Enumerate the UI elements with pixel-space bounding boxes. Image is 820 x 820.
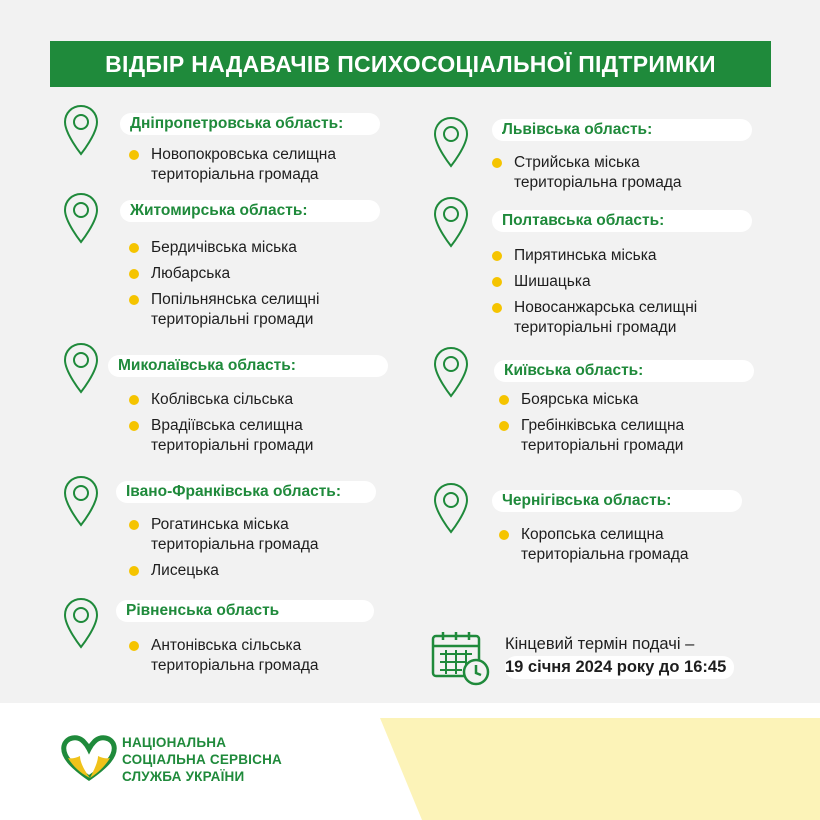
- location-pin-icon: [62, 342, 100, 394]
- community-item-text: територіальні громади: [514, 319, 677, 336]
- bullet-dot-icon: [129, 641, 139, 651]
- community-item-text: Коропська селищна: [521, 526, 664, 543]
- community-item-text: Бердичівська міська: [151, 239, 297, 256]
- bullet-dot-icon: [492, 158, 502, 168]
- location-pin-icon: [432, 346, 470, 398]
- community-item: [127, 238, 319, 258]
- community-item-text: територіальна громада: [151, 657, 319, 674]
- community-item: [127, 390, 313, 410]
- community-list: [127, 145, 336, 191]
- community-item: [490, 246, 697, 266]
- community-item: [490, 272, 697, 292]
- bullet-dot-icon: [129, 269, 139, 279]
- region-name: Івано-Франківська область:: [116, 481, 376, 503]
- community-item-text: Пирятинська міська: [514, 247, 657, 264]
- community-item: [127, 416, 313, 456]
- community-item-text: територіальна громада: [521, 546, 689, 563]
- location-pin-icon: [432, 116, 470, 168]
- region-name: Полтавська область:: [492, 210, 752, 232]
- community-list: [127, 238, 319, 336]
- bullet-dot-icon: [129, 295, 139, 305]
- org-line-1: НАЦІОНАЛЬНА: [122, 735, 227, 750]
- community-item-text: територіальні громади: [151, 311, 314, 328]
- community-item-text: Гребінківська селищна: [521, 417, 685, 434]
- community-item-text: територіальна громада: [151, 166, 319, 183]
- calendar-clock-icon: [430, 630, 492, 688]
- community-item-text: територіальна громада: [514, 174, 682, 191]
- footer-yellow-band: [380, 718, 820, 820]
- organization-name: [122, 734, 282, 785]
- org-line-3: СЛУЖБА УКРАЇНИ: [122, 769, 245, 784]
- community-item: [127, 561, 319, 581]
- community-item-text: Шишацька: [514, 273, 591, 290]
- deadline-line-2: 19 січня 2024 року до 16:45: [505, 656, 734, 679]
- bullet-dot-icon: [499, 421, 509, 431]
- community-item: [497, 525, 689, 565]
- community-item: [127, 290, 319, 330]
- community-item-text: Стрийська міська: [514, 154, 640, 171]
- location-pin-icon: [62, 104, 100, 156]
- deadline-line-1: Кінцевий термін подачі –: [505, 635, 695, 653]
- community-item: [127, 145, 336, 185]
- community-list: [490, 246, 697, 344]
- location-pin-icon: [62, 475, 100, 527]
- community-item-text: Новопокровська селищна: [151, 146, 336, 163]
- bullet-dot-icon: [129, 421, 139, 431]
- community-item-text: Попільнянська селищні: [151, 291, 320, 308]
- location-pin-icon: [62, 192, 100, 244]
- community-item: [127, 515, 319, 555]
- community-item: [127, 636, 319, 676]
- heart-hands-logo: [60, 732, 118, 782]
- bullet-dot-icon: [492, 277, 502, 287]
- community-item-text: територіальні громади: [521, 437, 684, 454]
- community-list: [127, 515, 319, 587]
- community-item-text: Рогатинська міська: [151, 516, 289, 533]
- community-item-text: територіальна громада: [151, 536, 319, 553]
- bullet-dot-icon: [129, 566, 139, 576]
- bullet-dot-icon: [492, 251, 502, 261]
- community-list: [497, 525, 689, 571]
- region-name: Рівненська область: [116, 600, 374, 622]
- bullet-dot-icon: [129, 395, 139, 405]
- community-item: [127, 264, 319, 284]
- page-title: ВІДБІР НАДАВАЧІВ ПСИХОСОЦІАЛЬНОЇ ПІДТРИМКИ: [50, 41, 771, 87]
- bullet-dot-icon: [499, 395, 509, 405]
- community-item-text: Любарська: [151, 265, 231, 282]
- org-line-2: СОЦІАЛЬНА СЕРВІСНА: [122, 752, 282, 767]
- bullet-dot-icon: [492, 303, 502, 313]
- bullet-dot-icon: [499, 530, 509, 540]
- region-name: Дніпропетровська область:: [120, 113, 380, 135]
- community-item: [497, 390, 684, 410]
- location-pin-icon: [432, 196, 470, 248]
- bullet-dot-icon: [129, 243, 139, 253]
- location-pin-icon: [62, 597, 100, 649]
- community-item: [497, 416, 684, 456]
- community-item-text: Коблівська сільська: [151, 391, 294, 408]
- region-name: Житомирська область:: [120, 200, 380, 222]
- community-item-text: територіальні громади: [151, 437, 314, 454]
- community-list: [127, 636, 319, 682]
- bullet-dot-icon: [129, 150, 139, 160]
- bullet-dot-icon: [129, 520, 139, 530]
- community-item-text: Антонівська сільська: [151, 637, 302, 654]
- community-list: [490, 153, 682, 199]
- community-item-text: Лисецька: [151, 562, 219, 579]
- region-name: Львівська область:: [492, 119, 752, 141]
- community-list: [497, 390, 684, 462]
- community-list: [127, 390, 313, 462]
- community-item: [490, 298, 697, 338]
- community-item-text: Новосанжарська селищні: [514, 299, 698, 316]
- region-name: Миколаївська область:: [108, 355, 388, 377]
- region-name: Чернігівська область:: [492, 490, 742, 512]
- community-item-text: Боярська міська: [521, 391, 639, 408]
- region-name: Київська область:: [494, 360, 754, 382]
- community-item: [490, 153, 682, 193]
- location-pin-icon: [432, 482, 470, 534]
- deadline-text: [505, 633, 734, 679]
- community-item-text: Врадіївська селищна: [151, 417, 303, 434]
